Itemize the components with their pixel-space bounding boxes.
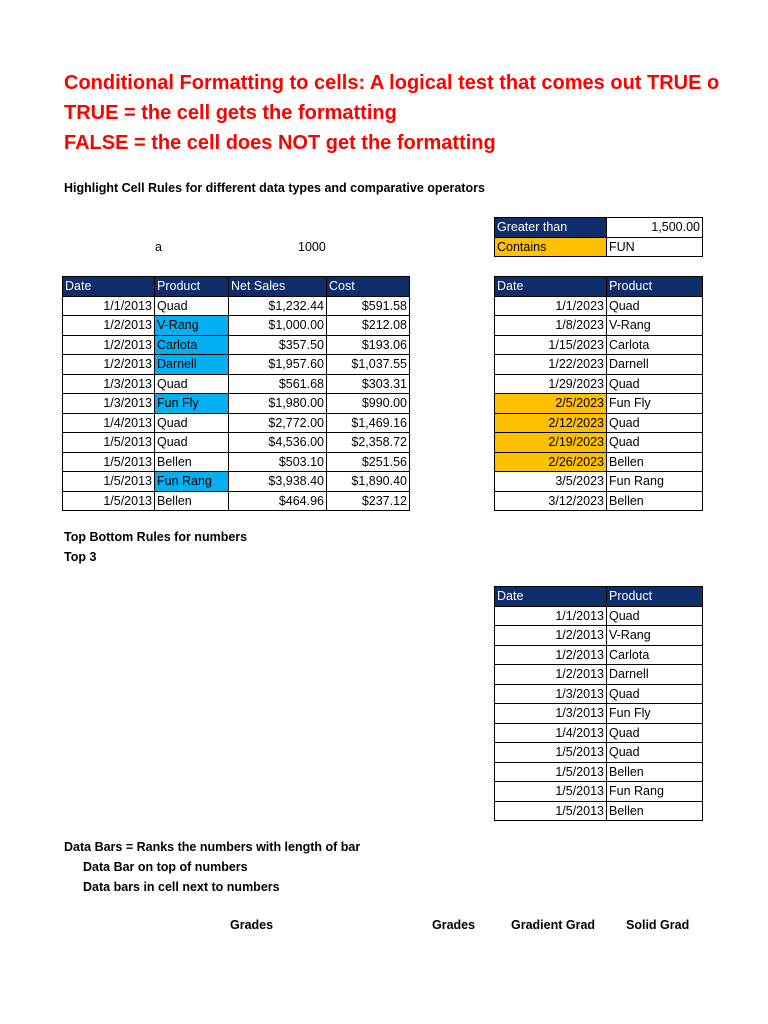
col-header-product[interactable]: Product: [155, 277, 229, 297]
cell-product[interactable]: Carlota: [155, 335, 229, 355]
cell-net-sales[interactable]: $1,957.60: [229, 355, 327, 375]
col-header-date[interactable]: Date: [495, 277, 607, 297]
headline-line-2: TRUE = the cell gets the formatting: [64, 102, 397, 124]
cell-cost[interactable]: $251.56: [327, 452, 410, 472]
table-row: [63, 355, 410, 375]
table-row: [495, 801, 703, 821]
cell-product[interactable]: Bellen: [155, 452, 229, 472]
cell-product[interactable]: Fun Fly: [607, 704, 703, 724]
cell-date[interactable]: 1/1/2023: [495, 296, 607, 316]
table-row: [495, 645, 703, 665]
cell-a: a: [155, 240, 162, 254]
cell-date[interactable]: 1/5/2013: [63, 472, 155, 492]
cell-net-sales[interactable]: $1,980.00: [229, 394, 327, 414]
cell-product[interactable]: Fun Rang: [155, 472, 229, 492]
table-row: [495, 743, 703, 763]
cell-date[interactable]: 2/26/2023: [495, 452, 607, 472]
col-header-date[interactable]: Date: [495, 587, 607, 607]
cell-date[interactable]: 2/12/2023: [495, 413, 607, 433]
cell-date[interactable]: 1/5/2013: [495, 743, 607, 763]
cell-date[interactable]: 1/1/2013: [63, 296, 155, 316]
cell-cost[interactable]: $237.12: [327, 491, 410, 511]
table-row: [63, 472, 410, 492]
cell-date[interactable]: 1/5/2013: [63, 491, 155, 511]
cell-date[interactable]: 1/29/2023: [495, 374, 607, 394]
cell-net-sales[interactable]: $3,938.40: [229, 472, 327, 492]
cell-date[interactable]: 1/3/2013: [495, 704, 607, 724]
cell-net-sales[interactable]: $464.96: [229, 491, 327, 511]
cell-net-sales[interactable]: $2,772.00: [229, 413, 327, 433]
table-row: [63, 491, 410, 511]
cell-date[interactable]: 1/5/2013: [63, 452, 155, 472]
cell-date[interactable]: 1/2/2013: [495, 645, 607, 665]
table-row: [495, 413, 703, 433]
cell-product[interactable]: Carlota: [607, 335, 703, 355]
cell-date[interactable]: 1/4/2013: [495, 723, 607, 743]
cell-cost[interactable]: $1,890.40: [327, 472, 410, 492]
col-label-grades-2: Grades: [432, 918, 476, 932]
cell-product[interactable]: Fun Fly: [607, 394, 703, 414]
data-bar-line-2: Data bars in cell next to numbers: [83, 880, 280, 894]
data-bar-line-1: Data Bar on top of numbers: [83, 860, 248, 874]
cell-date[interactable]: 1/2/2013: [63, 355, 155, 375]
headline-line-1: Conditional Formatting to cells: A logical test that comes out TRUE o: [64, 72, 720, 94]
col-label-grades: Grades: [230, 918, 274, 932]
cell-date[interactable]: 1/3/2013: [63, 374, 155, 394]
table-row: [495, 762, 703, 782]
cell-date[interactable]: 1/1/2013: [495, 606, 607, 626]
cell-net-sales[interactable]: $503.10: [229, 452, 327, 472]
cell-product[interactable]: Quad: [155, 296, 229, 316]
col-label-solid-grad: Solid Grad: [626, 918, 690, 932]
cell-product[interactable]: Quad: [607, 684, 703, 704]
cell-net-sales[interactable]: $1,232.44: [229, 296, 327, 316]
table-row: [495, 491, 703, 511]
cell-product[interactable]: Quad: [607, 433, 703, 453]
criteria-table: [494, 217, 703, 257]
highlight-rules-table: [62, 276, 410, 511]
cell-date[interactable]: 1/5/2013: [495, 801, 607, 821]
table-row: [495, 626, 703, 646]
cell-cost[interactable]: $303.31: [327, 374, 410, 394]
cell-date[interactable]: 1/2/2013: [63, 335, 155, 355]
cell-product[interactable]: Quad: [607, 296, 703, 316]
cell-date[interactable]: 1/2/2013: [495, 626, 607, 646]
table-row: [495, 355, 703, 375]
cell-product[interactable]: Bellen: [155, 491, 229, 511]
criteria-contains-label[interactable]: Contains: [495, 237, 607, 257]
table-row: [63, 394, 410, 414]
cell-product[interactable]: Quad: [155, 433, 229, 453]
table-row: [495, 316, 703, 336]
cell-product[interactable]: Quad: [155, 413, 229, 433]
cell-date[interactable]: 1/2/2013: [495, 665, 607, 685]
cell-date[interactable]: 1/22/2023: [495, 355, 607, 375]
table-row: [495, 433, 703, 453]
cell-date[interactable]: 1/3/2013: [495, 684, 607, 704]
cell-cost[interactable]: $1,037.55: [327, 355, 410, 375]
cell-product[interactable]: Quad: [607, 743, 703, 763]
criteria-contains-value[interactable]: FUN: [607, 237, 703, 257]
cell-product[interactable]: Carlota: [607, 645, 703, 665]
cell-product[interactable]: Bellen: [607, 491, 703, 511]
table-row: [495, 472, 703, 492]
cell-product[interactable]: Bellen: [607, 452, 703, 472]
cell-cost[interactable]: $2,358.72: [327, 433, 410, 453]
cell-date[interactable]: 2/19/2023: [495, 433, 607, 453]
cell-product[interactable]: V-Rang: [607, 626, 703, 646]
table-row: [495, 296, 703, 316]
table-row: [63, 335, 410, 355]
table-row: [495, 684, 703, 704]
col-header-product[interactable]: Product: [607, 277, 703, 297]
table-row: [495, 723, 703, 743]
cell-date[interactable]: 1/2/2013: [63, 316, 155, 336]
criteria-greater-value[interactable]: 1,500.00: [607, 218, 703, 238]
cell-product[interactable]: Fun Fly: [155, 394, 229, 414]
col-header-cost[interactable]: Cost: [327, 277, 410, 297]
top-bottom-table: [494, 586, 703, 821]
table-row: [495, 665, 703, 685]
cell-net-sales[interactable]: $1,000.00: [229, 316, 327, 336]
cell-product[interactable]: Quad: [607, 413, 703, 433]
cell-1000: 1000: [298, 240, 326, 254]
table-row: [495, 335, 703, 355]
cell-product[interactable]: Fun Rang: [607, 782, 703, 802]
table-row: [63, 413, 410, 433]
headline-line-3: FALSE = the cell does NOT get the formatting: [64, 132, 496, 154]
cell-cost[interactable]: $1,469.16: [327, 413, 410, 433]
cell-date[interactable]: 1/5/2013: [63, 433, 155, 453]
cell-product[interactable]: Quad: [155, 374, 229, 394]
cell-product[interactable]: Bellen: [607, 762, 703, 782]
table-row: [63, 316, 410, 336]
section-title-data-bars: Data Bars = Ranks the numbers with length of bar: [64, 840, 361, 854]
cell-product[interactable]: Quad: [607, 606, 703, 626]
section-title-top-bottom: Top Bottom Rules for numbers: [64, 530, 248, 544]
cell-net-sales[interactable]: $357.50: [229, 335, 327, 355]
cell-date[interactable]: 1/3/2013: [63, 394, 155, 414]
cell-date[interactable]: 2/5/2023: [495, 394, 607, 414]
cell-product[interactable]: Fun Rang: [607, 472, 703, 492]
cell-date[interactable]: 1/5/2013: [495, 762, 607, 782]
cell-cost[interactable]: $591.58: [327, 296, 410, 316]
col-header-product[interactable]: Product: [607, 587, 703, 607]
col-header-date[interactable]: Date: [63, 277, 155, 297]
cell-date[interactable]: 1/5/2013: [495, 782, 607, 802]
table-row: [495, 374, 703, 394]
cell-product[interactable]: Bellen: [607, 801, 703, 821]
cell-product[interactable]: Darnell: [155, 355, 229, 375]
date-highlight-table: [494, 276, 703, 511]
table-row: [63, 296, 410, 316]
section-title-highlight-rules: Highlight Cell Rules for different data types and comparative operators: [64, 181, 485, 195]
cell-cost[interactable]: $990.00: [327, 394, 410, 414]
cell-product[interactable]: Darnell: [607, 355, 703, 375]
cell-date[interactable]: 3/5/2023: [495, 472, 607, 492]
cell-date[interactable]: 1/15/2023: [495, 335, 607, 355]
cell-product[interactable]: Quad: [607, 723, 703, 743]
table-row: [63, 433, 410, 453]
section-subtitle-top3: Top 3: [64, 550, 97, 564]
cell-product[interactable]: Quad: [607, 374, 703, 394]
table-row: [63, 374, 410, 394]
cell-product[interactable]: V-Rang: [607, 316, 703, 336]
cell-net-sales[interactable]: $4,536.00: [229, 433, 327, 453]
table-row: [495, 782, 703, 802]
criteria-greater-label[interactable]: Greater than: [495, 218, 607, 238]
table-row: [495, 452, 703, 472]
table-row: [495, 394, 703, 414]
cell-date[interactable]: 1/8/2023: [495, 316, 607, 336]
cell-product[interactable]: V-Rang: [155, 316, 229, 336]
cell-date[interactable]: 3/12/2023: [495, 491, 607, 511]
cell-net-sales[interactable]: $561.68: [229, 374, 327, 394]
cell-cost[interactable]: $193.06: [327, 335, 410, 355]
cell-cost[interactable]: $212.08: [327, 316, 410, 336]
col-header-net-sales[interactable]: Net Sales: [229, 277, 327, 297]
cell-date[interactable]: 1/4/2013: [63, 413, 155, 433]
col-label-gradient-grad: Gradient Grad: [511, 918, 596, 932]
cell-product[interactable]: Darnell: [607, 665, 703, 685]
table-row: [63, 452, 410, 472]
table-row: [495, 704, 703, 724]
table-row: [495, 606, 703, 626]
